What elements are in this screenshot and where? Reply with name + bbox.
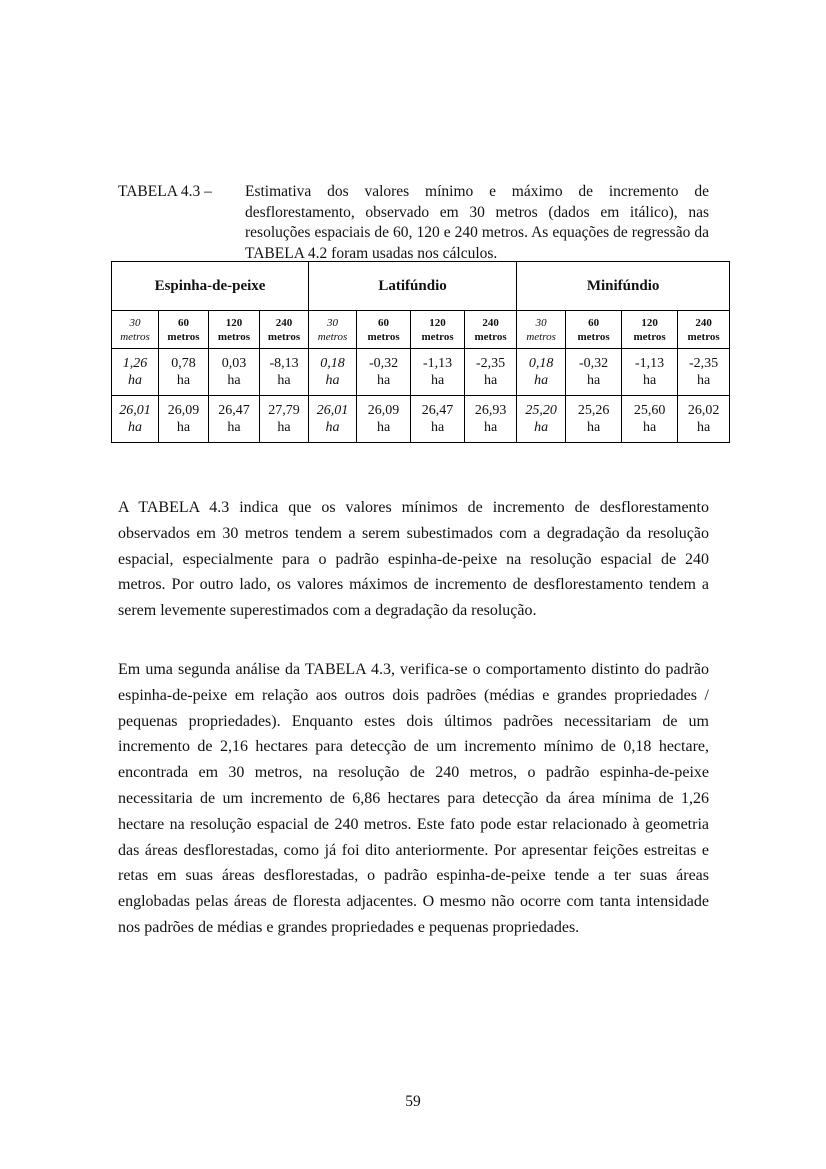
value-cell: -8,13 ha [260, 349, 309, 396]
value-cell: -1,13 ha [411, 349, 465, 396]
table-caption-label: TABELA 4.3 – [118, 183, 212, 200]
value-cell: 1,26 ha [112, 349, 159, 396]
resolution-cell: 120 metros [622, 311, 678, 349]
value-cell: 25,26 ha [566, 396, 622, 443]
value-cell: 25,60 ha [622, 396, 678, 443]
value-cell: -1,13 ha [622, 349, 678, 396]
value-cell: 26,47 ha [411, 396, 465, 443]
value-cell: -2,35 ha [678, 349, 730, 396]
value-cell: 26,09 ha [357, 396, 411, 443]
value-cell: 26,01 ha [112, 396, 159, 443]
group-header: Latifúndio [309, 262, 517, 311]
resolution-cell: 240 metros [260, 311, 309, 349]
table-min-row [112, 349, 730, 396]
value-cell: 27,79 ha [260, 396, 309, 443]
body-paragraph-1: A TABELA 4.3 indica que os valores mínimos de incremento de desflorestamento observados em 30 metros tendem a serem subestimados com a degradação da resolução espacial, especialmente para o padrão espinha-de-peixe na resolução espacial de 240 metros. Por outro lado, os valores máximos de incremento de desflorestamento tendem a serem levemente superestimados com a degradação da resolução. [118, 499, 709, 620]
resolution-cell: 60 metros [566, 311, 622, 349]
page-number: 59 [405, 1093, 421, 1110]
resolution-cell: 120 metros [209, 311, 260, 349]
resolution-cell: 60 metros [159, 311, 209, 349]
value-cell: 0,78 ha [159, 349, 209, 396]
body-paragraph-2: Em uma segunda análise da TABELA 4.3, verifica-se o comportamento distinto do padrão espinha-de-peixe em relação aos outros dois padrões (médias e grandes propriedades / pequenas propriedades). Enquanto estes dois últimos padrões necessitariam de um incremento de 2,16 hectares para detecção de um incremento mínimo de 0,18 hectare, encontrada em 30 metros, na resolução de 240 metros, o padrão espinha-de-peixe necessitaria de um incremento de 6,86 hectares para detecção da área mínima de 1,26 hectare na resolução espacial de 240 metros. Este fato pode estar relacionado à geometria das áreas desflorestadas, como já foi dito anteriormente. Por apresentar feições estreitas e retas em suas áreas desflorestadas, o padrão espinha-de-peixe tende a ter suas áreas englobadas pelas áreas de floresta adjacentes. O mesmo não ocorre com tanta intensidade nos padrões de médias e grandes propriedades e pequenas propriedades. [118, 661, 709, 936]
value-cell: 26,47 ha [209, 396, 260, 443]
value-cell: 25,20 ha [517, 396, 566, 443]
value-cell: -0,32 ha [566, 349, 622, 396]
resolution-cell: 60 metros [357, 311, 411, 349]
resolution-cell: 240 metros [678, 311, 730, 349]
resolution-cell: 120 metros [411, 311, 465, 349]
value-cell: 0,18 ha [517, 349, 566, 396]
value-cell: 26,09 ha [159, 396, 209, 443]
resolution-cell: 30 metros [309, 311, 357, 349]
value-cell: 26,02 ha [678, 396, 730, 443]
group-header: Minifúndio [517, 262, 730, 311]
value-cell: 26,93 ha [465, 396, 517, 443]
table-group-header-row [112, 262, 730, 311]
value-cell: -2,35 ha [465, 349, 517, 396]
table-resolution-row [112, 311, 730, 349]
value-cell: 26,01 ha [309, 396, 357, 443]
data-table [111, 261, 730, 443]
group-header: Espinha-de-peixe [112, 262, 309, 311]
value-cell: -0,32 ha [357, 349, 411, 396]
resolution-cell: 30 metros [112, 311, 159, 349]
table-caption [118, 182, 709, 264]
value-cell: 0,03 ha [209, 349, 260, 396]
resolution-cell: 240 metros [465, 311, 517, 349]
table-caption-text: Estimativa dos valores mínimo e máximo de incremento de desflorestamento, observado em 30 metros (dados em itálico), nas resoluções espaciais de 60, 120 e 240 metros. As equações de regressão da TABELA 4.2 foram usadas nos cálculos. [245, 183, 709, 262]
table-max-row [112, 396, 730, 443]
resolution-cell: 30 metros [517, 311, 566, 349]
value-cell: 0,18 ha [309, 349, 357, 396]
